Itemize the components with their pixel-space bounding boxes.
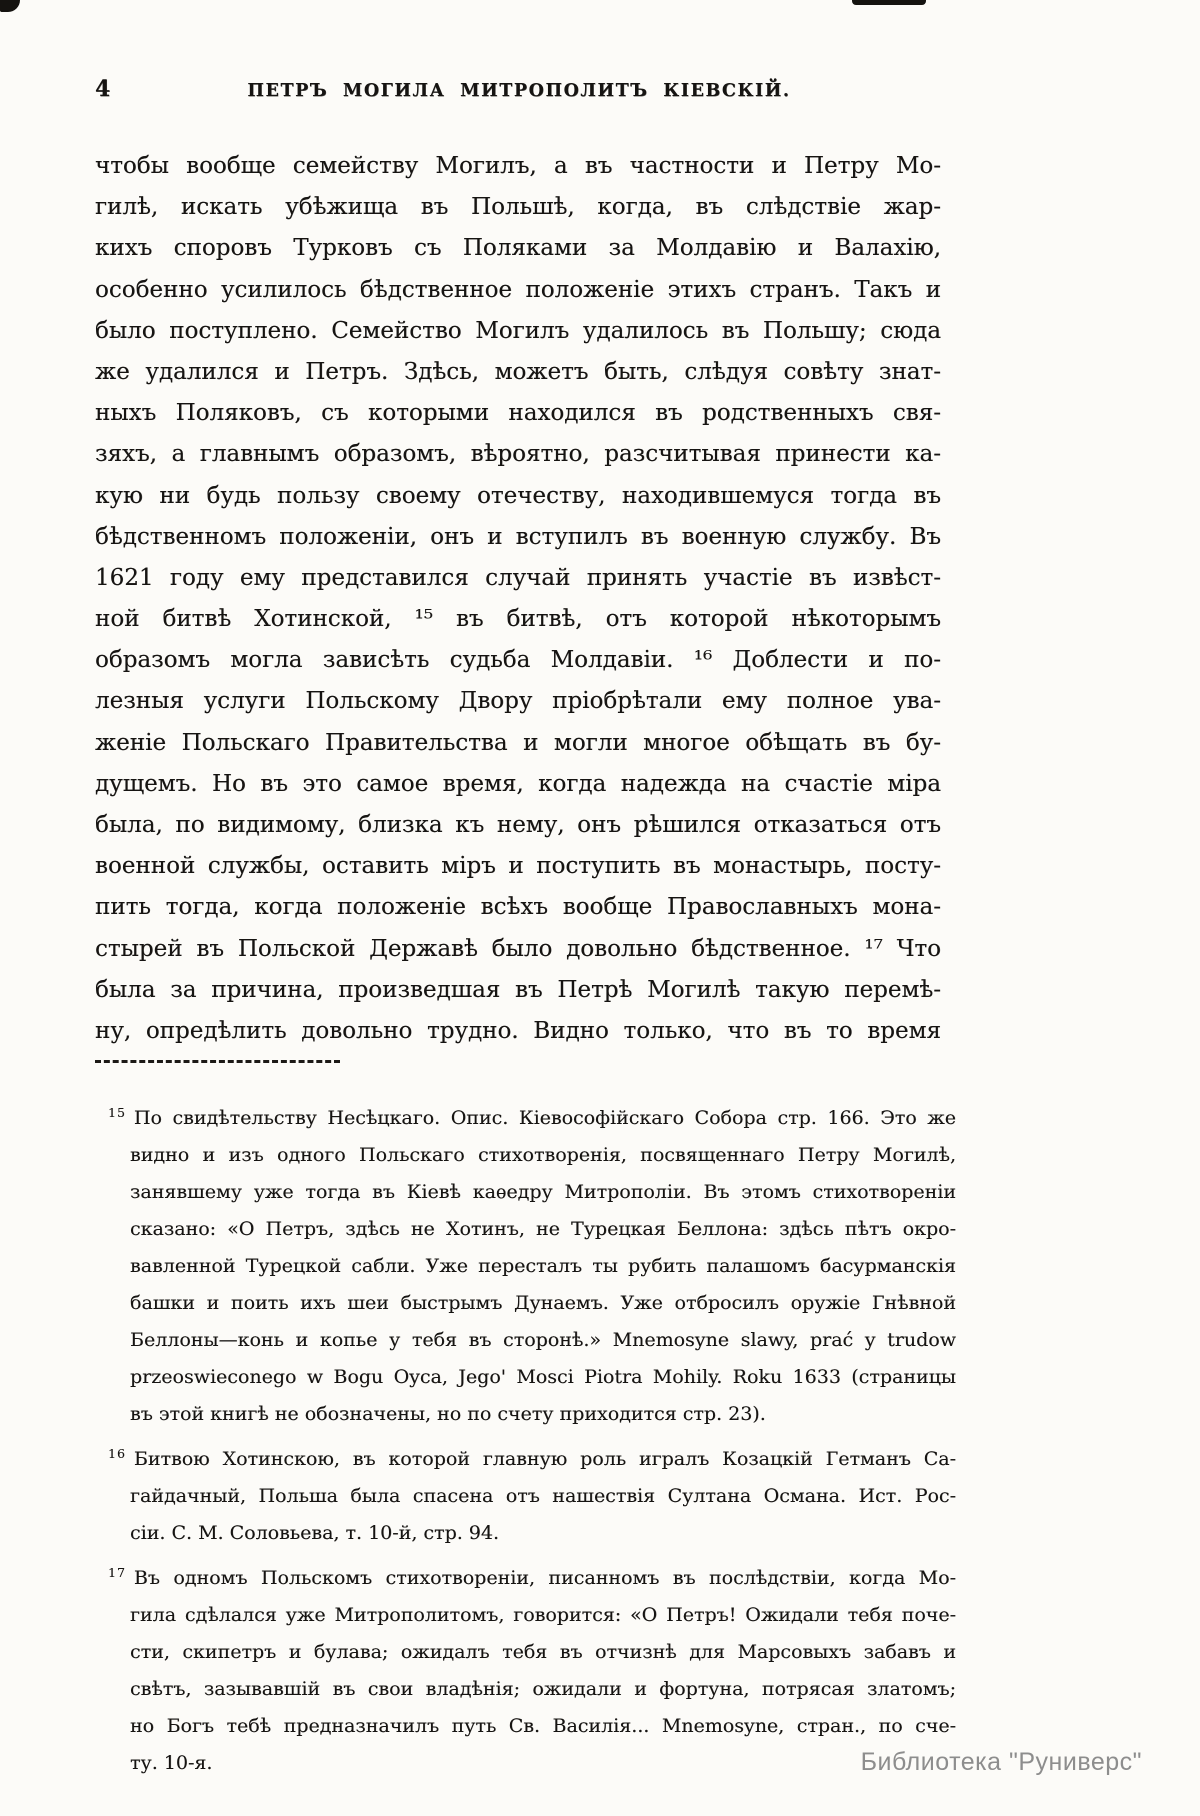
- footnote-line: [108, 1560, 956, 1597]
- footnote-text: Въ одномъ Польскомъ стихотвореніи, писанномъ въ послѣдствіи, когда Мо-: [133, 1567, 956, 1589]
- body-line: стырей въ Польской Державѣ было довольно бѣдственное. ¹⁷ Что: [95, 935, 941, 962]
- footnote-line: гила сдѣлался уже Митрополитомъ, говорится: «О Петръ! Ожидали тебя поче-: [130, 1604, 956, 1626]
- body-line: было поступлено. Семейство Могилъ удалилось въ Польшу; сюда: [95, 317, 941, 344]
- body-line: дущемъ. Но въ это самое время, когда надежда на счастіе міра: [95, 770, 941, 797]
- footnote-line: свѣтъ, зазывавшій въ свои владѣнія; ожидали и фортуна, потрясая златомъ;: [130, 1678, 956, 1700]
- footnote-line: въ этой книгѣ не обозначены, но по счету приходится стр. 23).: [130, 1403, 766, 1425]
- footnote-line: сти, скипетръ и булава; ожидалъ тебя въ отчизнѣ для Марсовыхъ забавъ и: [130, 1641, 956, 1663]
- footnote-line: видно и изъ одного Польскаго стихотворенія, посвященнаго Петру Могилѣ,: [130, 1144, 956, 1166]
- body-line: чтобы вообще семейству Могилъ, а въ частности и Петру Мо-: [95, 153, 941, 179]
- footnote-line: гайдачный, Польша была спасена отъ нашествія Султана Османа. Ист. Рос-: [130, 1485, 956, 1507]
- body-line: гилѣ, искать убѣжища въ Польшѣ, когда, въ слѣдствіе жар-: [95, 194, 941, 221]
- body-line: ной битвѣ Хотинской, ¹⁵ въ битвѣ, отъ которой нѣкоторымъ: [95, 606, 941, 633]
- footnote-line: Беллоны—конь и копье у тебя въ сторонѣ.» Mnemosyne slawy, prać y trudow: [130, 1329, 956, 1351]
- scan-artifact: [852, 0, 926, 5]
- footnote-marker: 15: [108, 1105, 126, 1120]
- body-line: же удалился и Петръ. Здѣсь, можетъ быть, слѣдуя совѣту знат-: [95, 358, 941, 385]
- body-line: зяхъ, а главнымъ образомъ, вѣроятно, разсчитывая принести ка-: [95, 441, 941, 468]
- body-line: образомъ могла зависѣть судьба Молдавіи. ¹⁶ Доблести и по-: [95, 647, 941, 674]
- body-line: кую ни будь пользу своему отечеству, находившемуся тогда въ: [95, 482, 941, 509]
- body-line: лезныя услуги Польскому Двору пріобрѣтали ему полное ува-: [95, 688, 941, 715]
- body-text: [95, 146, 941, 1052]
- page-number: 4: [95, 76, 111, 102]
- footnote-line: сказано: «О Петръ, здѣсь не Хотинъ, не Турецкая Беллона: здѣсь пѣтъ окро-: [130, 1218, 956, 1240]
- footnote-marker: 17: [108, 1565, 126, 1580]
- footnote-text: По свидѣтельству Несѣцкаго. Опис. Кіевософійскаго Собора стр. 166. Это же: [133, 1107, 956, 1129]
- footnote-line: [108, 1441, 956, 1478]
- footnote-line: занявшему уже тогда въ Кіевѣ каѳедру Митрополіи. Въ этомъ стихотвореніи: [130, 1181, 956, 1203]
- library-watermark: Библиотека "Руниверс": [860, 1748, 1142, 1776]
- body-line: 1621 году ему представился случай принять участіе въ извѣст-: [95, 564, 941, 591]
- body-line: военной службы, оставить міръ и поступить въ монастырь, посту-: [95, 853, 941, 880]
- body-line: бѣдственномъ положеніи, онъ и вступилъ въ военную службу. Въ: [95, 523, 941, 550]
- footnotes-section: [108, 1100, 956, 1790]
- footnote-line: башки и поить ихъ шеи быстрымъ Дунаемъ. Уже отбросилъ оружіе Гнѣвной: [130, 1292, 956, 1314]
- body-line: пить тогда, когда положеніе всѣхъ вообще Православныхъ мона-: [95, 894, 941, 921]
- footnote-line: но Богъ тебѣ предназначилъ путь Св. Василія... Mnemosyne, стран., по сче-: [130, 1715, 956, 1737]
- body-line: кихъ споровъ Турковъ съ Поляками за Молдавію и Валахію,: [95, 235, 941, 262]
- body-line: была, по видимому, близка къ нему, онъ рѣшился отказаться отъ: [95, 812, 941, 838]
- footnote-15: [108, 1100, 956, 1433]
- footnote-line: вавленной Турецкой сабли. Уже пересталъ ты рубить палашомъ басурманскія: [130, 1255, 956, 1277]
- scan-artifact: [0, 0, 20, 12]
- body-line: была за причина, произведшая въ Петрѣ Могилѣ такую перемѣ-: [95, 976, 941, 1003]
- footnote-separator: [95, 1060, 340, 1063]
- footnote-17: [108, 1560, 956, 1782]
- footnote-line: сіи. С. М. Соловьева, т. 10-й, стр. 94.: [130, 1522, 500, 1544]
- footnote-text: Битвою Хотинскою, въ которой главную роль игралъ Козацкій Гетманъ Са-: [133, 1448, 956, 1470]
- running-title: ПЕТРЪ МОГИЛА МИТРОПОЛИТЪ КІЕВСКІЙ.: [247, 81, 791, 101]
- footnote-marker: 16: [108, 1446, 126, 1461]
- body-line: ну, опредѣлить довольно трудно. Видно только, что въ то время: [95, 1017, 941, 1044]
- body-line: ныхъ Поляковъ, съ которыми находился въ родственныхъ свя-: [95, 400, 941, 427]
- footnote-line: przeoswieconego w Bogu Oyca, Jego' Mosci Piotra Mohily. Roku 1633 (страницы: [130, 1366, 956, 1388]
- footnote-16: [108, 1441, 956, 1552]
- body-line: особенно усилилось бѣдственное положеніе этихъ странъ. Такъ и: [95, 276, 941, 303]
- footnote-line: ту. 10-я.: [130, 1752, 213, 1774]
- body-line: женіе Польскаго Правительства и могли многое обѣщать въ бу-: [95, 729, 941, 756]
- page-header: [95, 76, 943, 102]
- footnote-line: [108, 1100, 956, 1137]
